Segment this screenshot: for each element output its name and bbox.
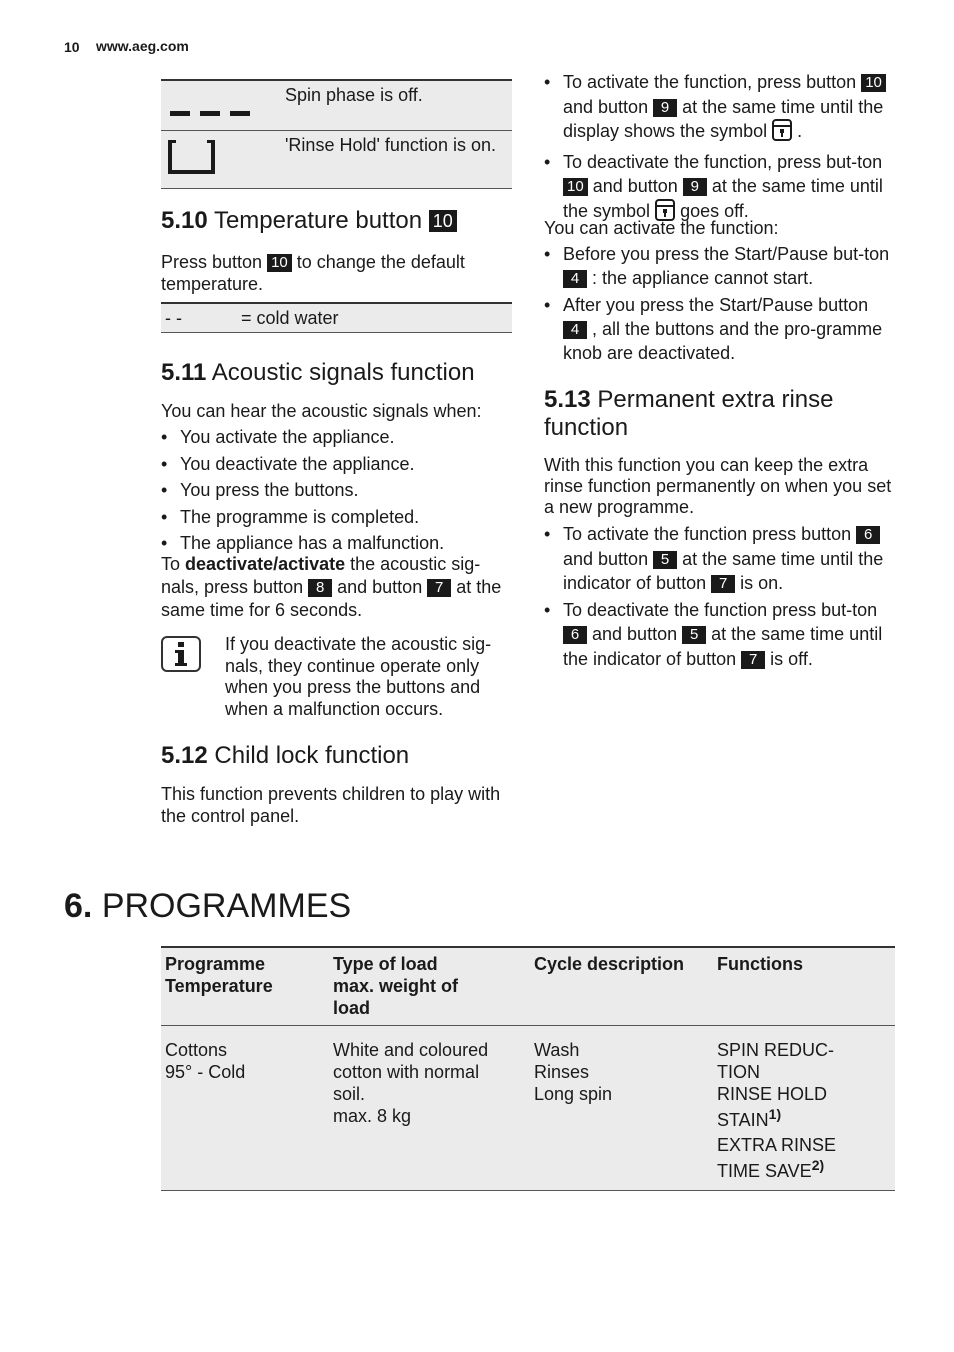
section-title-5-12 xyxy=(161,742,512,770)
button-key: 7 xyxy=(711,575,735,593)
text: and button xyxy=(592,624,678,644)
bullet-list xyxy=(544,522,894,671)
footnote-ref: 2) xyxy=(811,1157,825,1173)
bullet-list xyxy=(544,242,894,365)
paragraph: You can activate the function: xyxy=(544,218,779,238)
bullet-list xyxy=(544,70,894,227)
text: is off. xyxy=(770,648,813,669)
header-text: Programme xyxy=(165,954,266,974)
cell-text: Long spin xyxy=(534,1084,613,1104)
cell-text: max. 8 kg xyxy=(333,1106,412,1126)
text: at the same time for 6 seconds. xyxy=(161,577,502,620)
text: at the same time until the indicator of button xyxy=(563,624,883,669)
list-item xyxy=(544,522,894,596)
list-item: • You activate the appliance. xyxy=(161,425,512,449)
section-number: 5.12 xyxy=(161,742,208,769)
header-cycle xyxy=(534,953,717,1019)
cell-text: RINSE HOLD xyxy=(717,1084,828,1104)
list-item xyxy=(544,293,894,365)
header-url: www.aeg.com xyxy=(96,38,189,54)
text: To deactivate the function press but-ton xyxy=(563,599,878,620)
text: and button xyxy=(563,548,649,569)
list-item xyxy=(544,242,894,290)
text-bold: deactivate/activate xyxy=(185,554,346,574)
cell-text: STAIN xyxy=(717,1110,769,1130)
symbol-description: 'Rinse Hold' function is on. xyxy=(285,135,496,155)
info-icon xyxy=(161,636,201,672)
header-text: Cycle description xyxy=(534,954,685,974)
text: to change the default temperature. xyxy=(161,252,465,294)
programmes-table xyxy=(161,946,895,1191)
cell-text: SPIN REDUC- xyxy=(717,1040,835,1060)
text: goes off. xyxy=(680,200,749,221)
button-key: 4 xyxy=(563,270,587,288)
text: After you press the Start/Pause button xyxy=(563,295,869,315)
header-text: Temperature xyxy=(165,976,273,996)
paragraph: You can hear the acoustic signals when: xyxy=(161,401,482,421)
text: Before you press the Start/Pause but-ton xyxy=(563,244,890,264)
button-key: 8 xyxy=(308,579,332,597)
cell-programme xyxy=(161,1039,333,1182)
button-key: 6 xyxy=(563,626,587,644)
section-number: 5.13 xyxy=(544,386,591,413)
text: and button xyxy=(337,577,423,597)
section-title-5-10 xyxy=(161,207,512,235)
text: To deactivate the function, press but-ton xyxy=(563,151,883,172)
button-key: 7 xyxy=(427,579,451,597)
paragraph xyxy=(161,251,512,295)
text: To activate the function press button xyxy=(563,524,852,544)
text: : the appliance cannot start. xyxy=(592,268,814,288)
cold-water-table xyxy=(161,302,512,333)
cell-text: TIME SAVE xyxy=(717,1161,812,1181)
cell-cycle xyxy=(534,1039,717,1182)
footnote-ref: 1) xyxy=(768,1106,782,1122)
table-header xyxy=(161,948,895,1026)
cell-text-stain xyxy=(717,1106,895,1131)
paragraph xyxy=(161,553,512,622)
header-text: load xyxy=(333,998,371,1018)
child-lock-icon xyxy=(772,119,792,148)
list-item: • The appliance has a malfunction. xyxy=(161,531,512,555)
cell-text: Cottons xyxy=(165,1040,228,1060)
section-title-text: Child lock function xyxy=(214,742,410,769)
header-text: max. weight of xyxy=(333,976,459,996)
table-row xyxy=(161,1026,895,1191)
section-number: 5.10 xyxy=(161,207,208,234)
section-title-text: Permanent extra rinse function xyxy=(544,386,834,441)
cell-text: soil. xyxy=(333,1084,366,1104)
text: , all the buttons and the pro-gramme knob are deactivated. xyxy=(563,319,883,363)
symbol-row-spin-off xyxy=(161,81,512,131)
cell-text: Wash xyxy=(534,1040,580,1060)
text: and button xyxy=(563,96,649,117)
button-key: 10 xyxy=(267,254,292,272)
button-key: 7 xyxy=(741,651,765,669)
info-text: If you deactivate the acoustic sig-nals, they continue operate only when you press the buttons and when a malfunction occurs. xyxy=(225,634,492,719)
list-item: • You deactivate the appliance. xyxy=(161,452,512,476)
info-note xyxy=(161,634,512,720)
symbol-table xyxy=(161,79,512,189)
button-key: 5 xyxy=(682,626,706,644)
header-programme xyxy=(161,953,333,1019)
text: Press button xyxy=(161,252,263,272)
symbol-description: Spin phase is off. xyxy=(285,85,423,105)
cell-text-time-save xyxy=(717,1157,895,1182)
text: at the same time until the symbol xyxy=(563,176,883,221)
button-key: 9 xyxy=(653,99,677,117)
rinse-hold-icon xyxy=(161,131,285,188)
section-title-text: Acoustic signals function xyxy=(211,359,475,386)
cold-description: = cold water xyxy=(241,308,339,328)
cell-text: White and coloured xyxy=(333,1040,489,1060)
text: is on. xyxy=(740,573,784,593)
cell-text: TION xyxy=(717,1062,760,1082)
cold-symbol: - - xyxy=(165,308,182,328)
page-number: 10 xyxy=(64,39,80,55)
cell-functions xyxy=(717,1039,895,1182)
cell-text: EXTRA RINSE xyxy=(717,1135,837,1155)
cell-text: 95° - Cold xyxy=(165,1062,246,1082)
button-key: 10 xyxy=(861,74,886,92)
section-number: 5.11 xyxy=(161,359,207,386)
text: at the same time until the indicator of button xyxy=(563,548,884,593)
header-load xyxy=(333,953,534,1019)
list-item xyxy=(544,598,894,672)
text: To xyxy=(161,554,181,574)
chapter-number: 6. xyxy=(64,887,93,925)
text: the acoustic sig-nals, press button xyxy=(161,554,481,597)
text: at the same time until the display shows the symbol xyxy=(563,96,884,141)
cell-text: Rinses xyxy=(534,1062,590,1082)
list-item xyxy=(544,70,894,148)
text: To activate the function, press button xyxy=(563,72,857,92)
chapter-title xyxy=(64,884,351,928)
section-title-text: Temperature button xyxy=(213,207,423,234)
button-key: 4 xyxy=(563,321,587,339)
list-item xyxy=(544,150,894,228)
symbol-row-rinse-hold xyxy=(161,131,512,189)
text: and button xyxy=(592,176,678,196)
button-key: 9 xyxy=(683,178,707,196)
chapter-title-text: PROGRAMMES xyxy=(101,887,352,925)
button-key: 10 xyxy=(563,178,588,196)
list-item: • You press the buttons. xyxy=(161,478,512,502)
header-text: Functions xyxy=(717,954,803,974)
button-key: 5 xyxy=(653,551,677,569)
list-item: • The programme is completed. xyxy=(161,505,512,529)
header-functions xyxy=(717,953,895,1019)
dashes-icon xyxy=(161,81,285,130)
bullet-list xyxy=(161,425,512,555)
section-title-5-11 xyxy=(161,359,512,387)
section-title-5-13 xyxy=(544,386,894,442)
text: . xyxy=(797,121,803,141)
paragraph: This function prevents children to play with the control panel. xyxy=(161,784,501,826)
cell-load xyxy=(333,1039,534,1182)
header-text: Type of load xyxy=(333,954,438,974)
paragraph: With this function you can keep the extra rinse function permanently on when you set a new programme. xyxy=(544,455,892,517)
cell-text: cotton with normal xyxy=(333,1062,480,1082)
button-key: 6 xyxy=(856,526,880,544)
button-key: 10 xyxy=(429,210,457,232)
